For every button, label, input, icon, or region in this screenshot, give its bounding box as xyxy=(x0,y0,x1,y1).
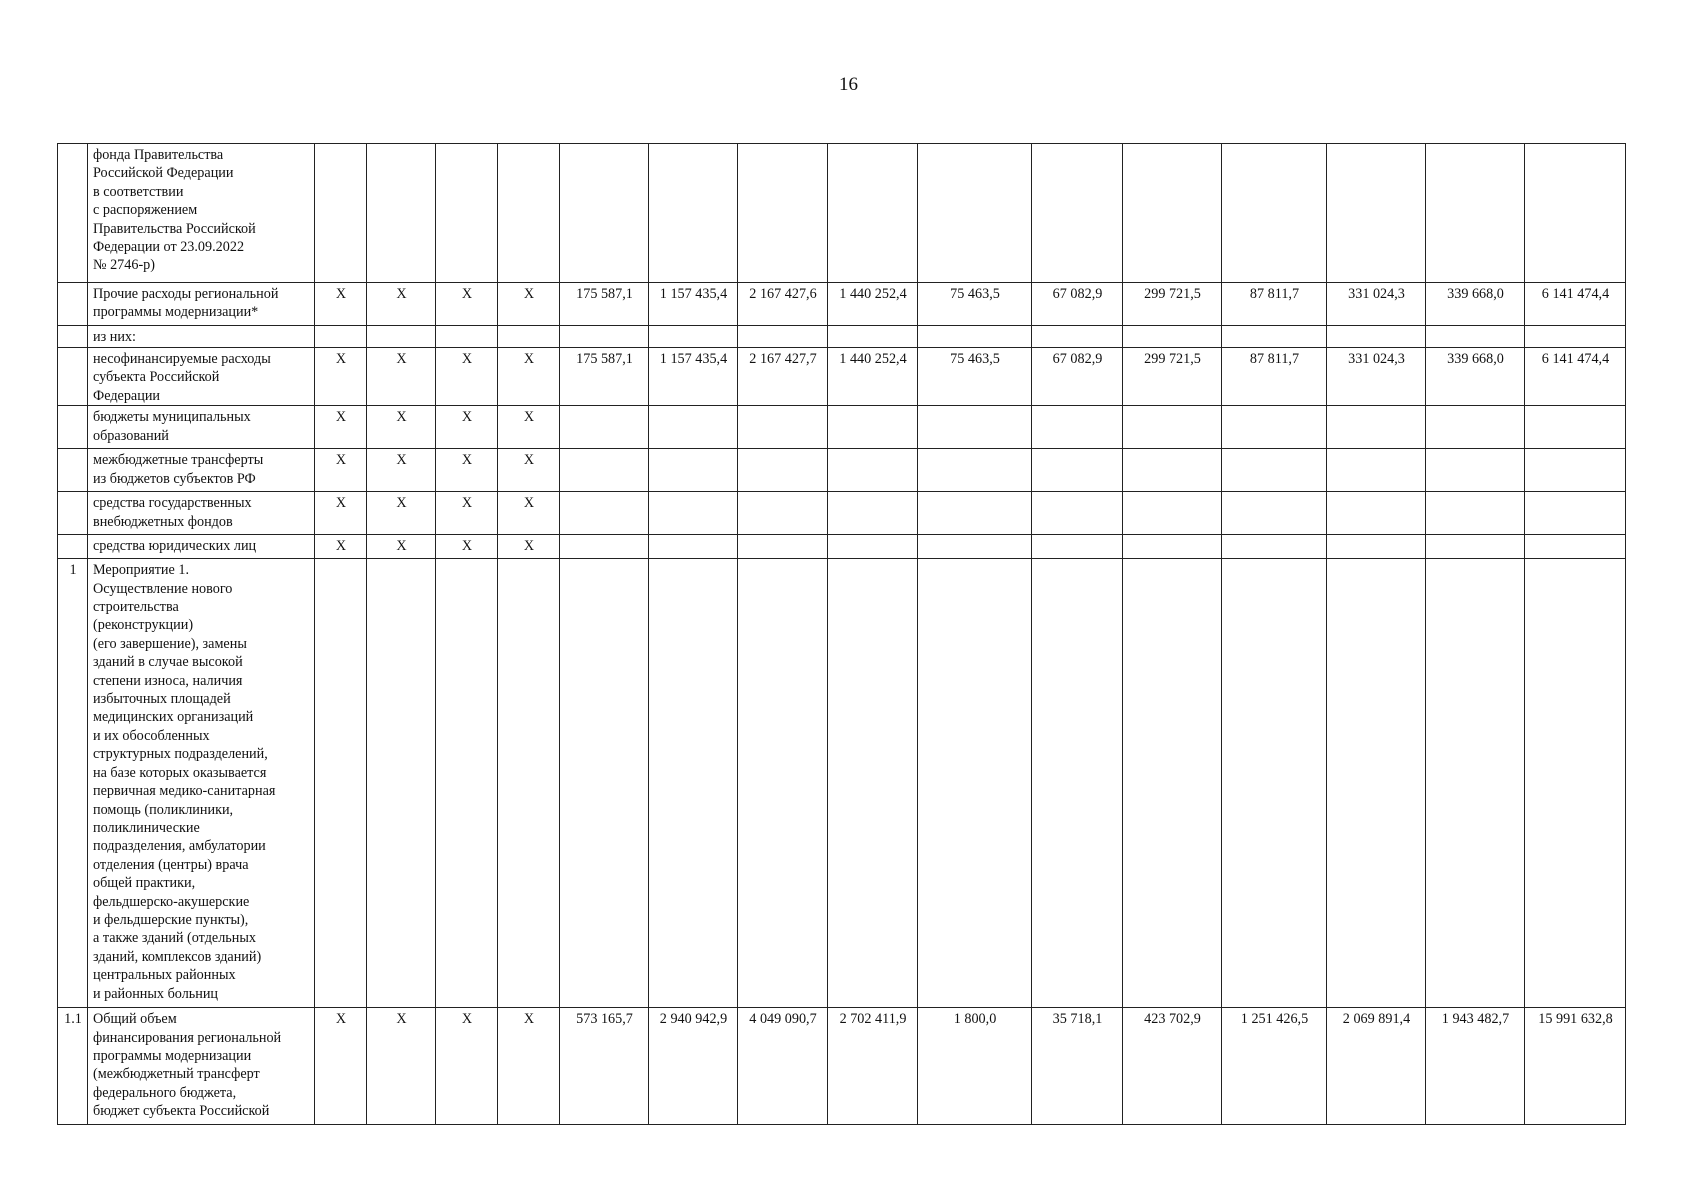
row-name-line: центральных районных xyxy=(93,967,236,984)
row-name-line: средства юридических лиц xyxy=(93,538,257,555)
row-name-line: № 2746-р) xyxy=(93,257,156,274)
row-name-line: Российской Федерации xyxy=(93,165,234,182)
table-cell xyxy=(1032,559,1123,1008)
table-cell: Х xyxy=(436,348,498,406)
table-cell xyxy=(1222,559,1327,1008)
row-name xyxy=(88,348,315,406)
row-name xyxy=(88,449,315,492)
table-cell: 1 440 252,4 xyxy=(828,348,918,406)
table-cell xyxy=(1426,326,1525,348)
table-cell xyxy=(1327,559,1426,1008)
row-name-line: субъекта Российской xyxy=(93,369,220,386)
row-name-line: степени износа, наличия xyxy=(93,672,243,689)
table-cell: 75 463,5 xyxy=(918,348,1032,406)
row-name xyxy=(88,535,315,559)
row-index xyxy=(58,406,88,449)
table-cell xyxy=(1123,492,1222,535)
table-cell: 573 165,7 xyxy=(560,1008,649,1125)
table-cell: Х xyxy=(315,1008,367,1125)
row-index: 1 xyxy=(58,559,88,1008)
row-name-line: Осуществление нового xyxy=(93,580,233,597)
row-name-line: отделения (центры) врача xyxy=(93,856,249,873)
table-cell: 35 718,1 xyxy=(1032,1008,1123,1125)
row-name-line: общей практики, xyxy=(93,875,196,892)
table-cell xyxy=(918,559,1032,1008)
table-row xyxy=(58,144,1626,283)
table-cell xyxy=(1222,144,1327,283)
table-cell xyxy=(1327,144,1426,283)
table-cell xyxy=(498,559,560,1008)
table-cell: Х xyxy=(498,1008,560,1125)
row-name-line: финансирования региональной xyxy=(93,1029,282,1046)
table-cell xyxy=(1426,492,1525,535)
row-name-line: Прочие расходы региональной xyxy=(93,286,279,302)
table-cell xyxy=(649,559,738,1008)
table-cell: Х xyxy=(315,492,367,535)
table-cell xyxy=(498,326,560,348)
row-name-line: медицинских организаций xyxy=(93,709,254,726)
table-cell: 1 157 435,4 xyxy=(649,283,738,326)
table-cell xyxy=(649,535,738,559)
row-name xyxy=(88,1008,315,1125)
table-cell: Х xyxy=(315,535,367,559)
row-name-line: из бюджетов субъектов РФ xyxy=(93,470,256,487)
financing-table xyxy=(57,143,1626,1125)
table-cell: 299 721,5 xyxy=(1123,283,1222,326)
row-name-line: и их обособленных xyxy=(93,727,210,744)
table-cell: 15 991 632,8 xyxy=(1525,1008,1626,1125)
table-cell: 299 721,5 xyxy=(1123,348,1222,406)
table-cell xyxy=(1525,144,1626,283)
table-cell: 1 251 426,5 xyxy=(1222,1008,1327,1125)
table-cell: Х xyxy=(367,1008,436,1125)
table-cell: Х xyxy=(498,535,560,559)
row-name-line: и фельдшерские пункты), xyxy=(93,911,249,928)
row-index xyxy=(58,492,88,535)
row-name xyxy=(88,326,315,348)
table-cell xyxy=(1426,406,1525,449)
table-cell xyxy=(1123,559,1222,1008)
row-name-line: Федерации от 23.09.2022 xyxy=(93,239,245,256)
row-name-line: подразделения, амбулатории xyxy=(93,838,266,855)
table-cell: Х xyxy=(367,406,436,449)
table-cell xyxy=(1327,326,1426,348)
table-cell xyxy=(436,144,498,283)
row-name-line: избыточных площадей xyxy=(93,691,231,708)
row-index xyxy=(58,283,88,326)
table-cell: 6 141 474,4 xyxy=(1525,348,1626,406)
table-cell xyxy=(1222,492,1327,535)
table-cell xyxy=(918,406,1032,449)
table-cell xyxy=(918,535,1032,559)
table-cell: 75 463,5 xyxy=(918,283,1032,326)
table-row xyxy=(58,559,1626,1008)
table-cell: 87 811,7 xyxy=(1222,283,1327,326)
table-cell xyxy=(1327,535,1426,559)
table-body xyxy=(58,144,1626,1125)
table-cell xyxy=(738,406,828,449)
table-cell xyxy=(649,492,738,535)
table-cell: 2 167 427,7 xyxy=(738,348,828,406)
row-name-line: (реконструкции) xyxy=(93,617,194,634)
table-row xyxy=(58,492,1626,535)
table-cell: Х xyxy=(498,283,560,326)
table-cell xyxy=(1032,449,1123,492)
table-row xyxy=(58,348,1626,406)
table-cell xyxy=(560,492,649,535)
table-cell xyxy=(828,449,918,492)
row-name-line: на базе которых оказывается xyxy=(93,764,267,781)
table-cell: Х xyxy=(367,348,436,406)
table-cell xyxy=(1426,449,1525,492)
row-name-line: (межбюджетный трансферт xyxy=(93,1066,260,1083)
table-cell: 1 440 252,4 xyxy=(828,283,918,326)
table-cell: 2 069 891,4 xyxy=(1327,1008,1426,1125)
row-name-line: в соответствии xyxy=(93,183,184,200)
table-cell xyxy=(498,144,560,283)
row-name-line: первичная медико-санитарная xyxy=(93,783,276,800)
table-cell: 331 024,3 xyxy=(1327,283,1426,326)
table-cell: Х xyxy=(367,283,436,326)
row-name-line: с распоряжением xyxy=(93,202,198,219)
row-name xyxy=(88,283,315,326)
table-cell: Х xyxy=(367,449,436,492)
row-index xyxy=(58,326,88,348)
table-cell: 2 167 427,6 xyxy=(738,283,828,326)
table-cell xyxy=(367,326,436,348)
table-cell xyxy=(315,144,367,283)
table-cell xyxy=(1032,535,1123,559)
row-name-line: федерального бюджета, xyxy=(93,1084,237,1101)
row-name-line: зданий, комплексов зданий) xyxy=(93,948,262,965)
table-cell xyxy=(1525,449,1626,492)
row-name-line: а также зданий (отдельных xyxy=(93,930,256,947)
table-cell xyxy=(1032,144,1123,283)
table-cell: Х xyxy=(498,348,560,406)
table-cell xyxy=(560,559,649,1008)
table-cell xyxy=(1426,535,1525,559)
table-cell: 175 587,1 xyxy=(560,283,649,326)
table-cell xyxy=(1222,449,1327,492)
table-row xyxy=(58,1008,1626,1125)
table-cell xyxy=(1426,559,1525,1008)
table-cell xyxy=(1123,449,1222,492)
table-cell: Х xyxy=(436,1008,498,1125)
table-cell xyxy=(1327,449,1426,492)
table-cell xyxy=(738,144,828,283)
table-cell xyxy=(738,535,828,559)
table-cell xyxy=(560,406,649,449)
table-cell xyxy=(1327,406,1426,449)
row-name-line: из них: xyxy=(93,329,136,345)
table-cell xyxy=(738,492,828,535)
table-cell xyxy=(315,326,367,348)
row-index xyxy=(58,535,88,559)
row-name-line: структурных подразделений, xyxy=(93,746,268,763)
table-cell xyxy=(1032,492,1123,535)
table-cell xyxy=(1525,492,1626,535)
row-name-line: межбюджетные трансферты xyxy=(93,452,264,469)
table-cell xyxy=(560,144,649,283)
table-cell: Х xyxy=(367,492,436,535)
page-number: 16 xyxy=(839,74,858,95)
table-cell xyxy=(1525,535,1626,559)
table-row xyxy=(58,283,1626,326)
table-cell xyxy=(649,406,738,449)
table-cell xyxy=(1222,326,1327,348)
table-cell xyxy=(828,559,918,1008)
table-cell: Х xyxy=(436,535,498,559)
table-cell xyxy=(1222,406,1327,449)
table-cell xyxy=(918,144,1032,283)
row-name-line: программы модернизации xyxy=(93,1048,252,1065)
table-cell xyxy=(436,559,498,1008)
table-cell: 67 082,9 xyxy=(1032,283,1123,326)
table-cell xyxy=(560,535,649,559)
table-cell: 339 668,0 xyxy=(1426,283,1525,326)
row-index xyxy=(58,449,88,492)
row-name xyxy=(88,144,315,283)
table-cell: 2 940 942,9 xyxy=(649,1008,738,1125)
row-index xyxy=(58,144,88,283)
table-cell xyxy=(1525,406,1626,449)
table-cell: Х xyxy=(367,535,436,559)
row-name-line: строительства xyxy=(93,599,179,616)
table-cell: Х xyxy=(315,348,367,406)
table-cell: 6 141 474,4 xyxy=(1525,283,1626,326)
row-name-line: Правительства Российской xyxy=(93,220,256,237)
row-name xyxy=(88,406,315,449)
row-name-line: бюджет субъекта Российской xyxy=(93,1103,270,1120)
table-cell xyxy=(649,144,738,283)
row-name-line: (его завершение), замены xyxy=(93,635,247,652)
row-name-line: Общий объем xyxy=(93,1011,177,1028)
table-cell: Х xyxy=(315,449,367,492)
table-cell xyxy=(436,326,498,348)
table-cell xyxy=(828,406,918,449)
table-cell xyxy=(560,449,649,492)
table-cell xyxy=(1426,144,1525,283)
table-cell xyxy=(649,449,738,492)
table-cell: 87 811,7 xyxy=(1222,348,1327,406)
table-cell xyxy=(918,492,1032,535)
table-cell xyxy=(1123,326,1222,348)
row-name-line: зданий в случае высокой xyxy=(93,654,243,671)
table-cell xyxy=(649,326,738,348)
table-cell: Х xyxy=(436,283,498,326)
table-row xyxy=(58,535,1626,559)
row-name-line: внебюджетных фондов xyxy=(93,513,233,530)
table-row xyxy=(58,406,1626,449)
row-name-line: средства государственных xyxy=(93,495,252,512)
table-cell xyxy=(738,449,828,492)
table-cell xyxy=(1222,535,1327,559)
table-cell xyxy=(918,449,1032,492)
table-cell: Х xyxy=(498,449,560,492)
row-index: 1.1 xyxy=(58,1008,88,1125)
table-cell xyxy=(1525,559,1626,1008)
table-cell xyxy=(1032,406,1123,449)
row-name-line: и районных больниц xyxy=(93,985,219,1002)
table-cell: Х xyxy=(315,283,367,326)
table-cell: Х xyxy=(436,406,498,449)
row-index xyxy=(58,348,88,406)
table-cell: 4 049 090,7 xyxy=(738,1008,828,1125)
table-cell: Х xyxy=(498,406,560,449)
table-cell: Х xyxy=(315,406,367,449)
table-cell: Х xyxy=(498,492,560,535)
table-cell: 1 943 482,7 xyxy=(1426,1008,1525,1125)
table-cell xyxy=(367,144,436,283)
row-name xyxy=(88,559,315,1008)
table-cell xyxy=(1032,326,1123,348)
table-cell xyxy=(1123,535,1222,559)
table-cell xyxy=(738,326,828,348)
table-cell xyxy=(918,326,1032,348)
table-row xyxy=(58,326,1626,348)
row-name-line: бюджеты муниципальных xyxy=(93,409,251,426)
table-cell xyxy=(828,326,918,348)
row-name-line: поликлинические xyxy=(93,819,200,836)
row-name-line: помощь (поликлиники, xyxy=(93,801,234,818)
table-cell xyxy=(1327,492,1426,535)
table-cell xyxy=(1123,144,1222,283)
table-cell: 67 082,9 xyxy=(1032,348,1123,406)
row-name xyxy=(88,492,315,535)
table-cell: 339 668,0 xyxy=(1426,348,1525,406)
row-name-line: образований xyxy=(93,427,169,444)
table-cell xyxy=(738,559,828,1008)
table-cell xyxy=(315,559,367,1008)
table-cell: 423 702,9 xyxy=(1123,1008,1222,1125)
row-name-line: фельдшерско-акушерские xyxy=(93,893,250,910)
table-cell: 1 157 435,4 xyxy=(649,348,738,406)
table-cell: 1 800,0 xyxy=(918,1008,1032,1125)
table-cell xyxy=(828,535,918,559)
table-cell: 175 587,1 xyxy=(560,348,649,406)
table-cell xyxy=(367,559,436,1008)
table-cell xyxy=(828,492,918,535)
table-cell xyxy=(828,144,918,283)
row-name-line: Мероприятие 1. xyxy=(93,562,189,579)
row-name-line: несофинансируемые расходы xyxy=(93,351,271,367)
row-name-line: фонда Правительства xyxy=(93,147,224,163)
table-cell xyxy=(560,326,649,348)
row-name-line: программы модернизации* xyxy=(93,304,259,321)
row-name-line: Федерации xyxy=(93,387,161,404)
table-row xyxy=(58,449,1626,492)
table-cell: 2 702 411,9 xyxy=(828,1008,918,1125)
table-cell: Х xyxy=(436,449,498,492)
table-cell xyxy=(1525,326,1626,348)
table-cell: Х xyxy=(436,492,498,535)
table-cell xyxy=(1123,406,1222,449)
table-cell: 331 024,3 xyxy=(1327,348,1426,406)
